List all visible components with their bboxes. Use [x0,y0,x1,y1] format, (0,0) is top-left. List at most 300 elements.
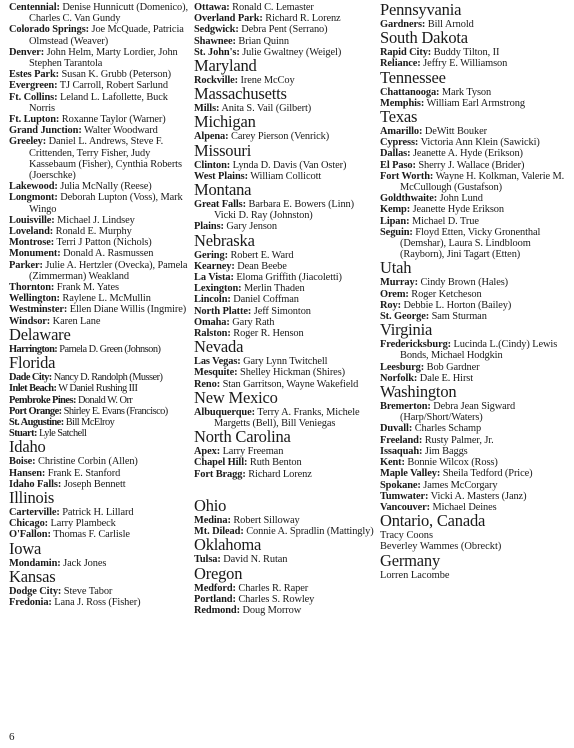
city-entry [9,2,189,24]
city-entry [194,317,376,328]
alumni-name: Tracy Coons [380,530,434,542]
city-name: Louisville: [9,214,55,226]
city-entry [9,192,189,214]
alumni-names: William Earl Armstrong [426,97,525,109]
alumni-names: Roger R. Henson [233,328,304,340]
alumni-names: Joe McQuade, Patricia Olmstead (Weaver) [29,24,184,47]
state-heading: Illinois [9,487,55,507]
city-entry [380,339,566,361]
city-name: Chattanooga: [380,86,440,98]
city-entry [194,594,376,605]
alumni-names: Susan K. Grubb (Peterson) [61,69,171,81]
state-heading: North Carolina [194,427,291,447]
city-name: Fredericksburg: [380,339,452,351]
city-name: Alpena: [194,131,229,143]
alumni-names: Roger Ketcheson [411,288,482,300]
city-name: Overland Park: [194,13,263,25]
city-entry [194,446,376,457]
state-section [194,480,376,537]
alumni-names: William Collicott [250,170,322,182]
state-heading: Germany [380,550,440,570]
city-name: Ottawa: [194,2,230,13]
city-name: Stuart: [9,428,37,440]
city-entry [194,261,376,272]
city-entry [380,193,566,204]
state-section [194,140,376,182]
city-name: Spokane: [380,479,421,491]
state-section [194,114,376,142]
city-name: Kent: [380,457,405,469]
state-heading: Nebraska [194,230,255,250]
alumni-names: Sam Sturman [431,311,487,323]
alumni-names: Vicki A. Masters (Janz) [430,490,527,502]
city-name: Tumwater: [380,490,429,502]
alumni-names: John Helm, Marty Lordier, John Stephen Tarantola [29,46,178,70]
city-entry [9,136,189,181]
alumni-names: Richard Lorenz [248,468,312,480]
alumni-names: Ruth Benton [249,457,302,469]
city-name: Rapid City: [380,47,432,59]
alumni-names: Frank M. Yates [56,282,119,294]
city-name: Chapel Hill: [194,457,248,469]
city-entry [380,491,566,502]
city-entry [9,518,189,529]
alumni-names: David N. Rutan [223,554,288,566]
city-entry [380,47,566,58]
city-name: Greeley: [9,136,47,148]
alumni-names: Debra Pent (Serrano) [241,24,328,36]
city-entry [194,13,376,24]
alumni-names: DeWitt Bouker [424,126,487,138]
alumni-names: Dean Beebe [237,260,287,272]
state-heading: Virginia [380,320,433,340]
city-entry [9,237,189,248]
alumni-names: Bill Arnold [427,19,474,30]
city-name: Reliance: [380,58,421,70]
column-1 [9,2,189,608]
state-section [380,67,566,109]
city-entry [380,300,566,311]
city-name: Great Falls: [194,199,246,211]
alumni-names: Sheila Tedford (Price) [442,468,533,480]
city-name: Orem: [380,288,409,300]
alumni-names: Jack Jones [63,557,107,569]
city-name: West Plains: [194,170,248,182]
city-name: Thornton: [9,282,55,294]
state-heading: Tennessee [380,67,446,87]
city-name: Dallas: [380,148,411,160]
city-entry [194,469,376,480]
city-entry [9,282,189,293]
city-name: Mt. Dilead: [194,526,244,538]
alumni-names: Ellen Diane Willis (Ingmire) [69,304,187,316]
city-name: Portland: [194,593,236,605]
state-section [194,387,376,430]
city-entry [194,24,376,35]
state-section [380,550,566,581]
alumni-names: Ronald E. Murphy [55,226,132,238]
state-heading: Missouri [194,140,252,160]
city-entry [380,87,566,98]
city-name: Gardners: [380,19,426,30]
state-section [194,537,376,565]
city-entry [9,92,189,114]
city-name: Rockville: [194,75,239,87]
city-name: Hansen: [9,467,46,479]
page-number: 6 [9,731,15,743]
state-section [9,355,189,439]
city-name: Maple Valley: [380,468,441,480]
city-name: North Platte: [194,305,252,317]
city-entry [9,456,189,467]
city-name: Dodge City: [9,585,62,597]
city-entry [9,181,189,192]
city-name: Albuquerque: [194,406,255,418]
city-entry [194,294,376,305]
city-name: Port Orange: [9,405,62,417]
alumni-names: Richard R. Lorenz [265,13,341,25]
state-heading: Texas [380,107,418,127]
state-section [380,2,566,30]
city-name: Gering: [194,249,228,261]
city-entry [194,160,376,171]
state-heading: New Mexico [194,387,278,407]
alumni-names: Stan Garritson, Wayne Wakefield [222,378,359,390]
alumni-names: Karen Lane [52,315,101,327]
city-entry [9,372,189,383]
state-heading: Utah [380,258,412,278]
city-name: Ft. Collins: [9,91,58,103]
city-name: Chicago: [9,518,49,530]
city-name: Goldthwaite: [380,193,438,205]
city-name: Fort Worth: [380,170,434,182]
state-heading: Oklahoma [194,535,262,555]
city-name: Idaho Falls: [9,478,62,490]
state-heading: Iowa [9,538,42,558]
alumni-names: Julie A. Hertzler (Ovecka), Pamela (Zimmerman) Weakland [29,259,188,282]
alumni-names: Lynda D. Davis (Van Oster) [232,159,347,171]
state-section [380,109,566,260]
state-section [380,322,566,384]
city-name: Apex: [194,446,221,458]
alumni-names: Rusty Palmer, Jr. [424,434,494,446]
alumni-names: Jeff Simonton [253,305,311,317]
alumni-names: Steve Tabor [63,585,113,597]
city-name: Windsor: [9,315,51,327]
city-entry [380,216,566,227]
city-name: Dade City: [9,372,52,384]
city-entry [9,215,189,226]
city-name: St. John's: [194,46,240,58]
alumni-names: Daniel L. Andrews, Steve F. Crittenden, Terry Fisher, Judy Kassebaum (Fisher), Cynthia Roberts (Joerschke) [29,136,182,182]
state-section [194,339,376,390]
city-name: Leesburg: [380,361,425,373]
alumni-names: Gary Jenson [226,221,277,233]
state-heading: Nevada [194,337,244,357]
city-name: Norfolk: [380,372,418,384]
city-entry [9,80,189,91]
city-entry [380,480,566,491]
state-section [380,30,566,69]
state-section [9,324,189,355]
alumni-names: Jeanette Hyde Erikson [412,204,504,216]
city-entry [194,356,376,367]
city-name: Plains: [194,221,224,233]
city-name: Monument: [9,248,61,260]
city-name: Cypress: [380,137,419,149]
city-entry [9,47,189,69]
city-entry [194,407,376,429]
alumni-names: Doug Morrow [242,604,302,616]
city-entry [194,199,376,221]
city-entry [380,137,566,148]
state-section [380,260,566,322]
alumni-names: Barbara E. Bowers (Linn) Vicki D. Ray (Johnston) [214,199,355,222]
alumni-names: Charles S. Rowley [238,593,315,605]
alumni-names: Nancy D. Randolph (Musser) [53,372,163,384]
city-name: Lipan: [380,215,410,227]
city-name: Fredonia: [9,596,52,608]
city-entry [380,446,566,457]
city-entry [380,160,566,171]
city-name: Mesquite: [194,367,238,379]
city-entry [380,423,566,434]
alumni-names: Robert Silloway [233,514,300,526]
alumni-names: Michael Deines [432,501,497,513]
state-section [9,439,189,490]
alumni-names: Jim Baggs [424,445,468,457]
alumni-names: Terry A. Franks, Michele Margetts (Bell), Bill Veniegas [214,406,360,430]
city-name: Omaha: [194,316,230,328]
alumni-names: Raylene L. McMullin [62,293,151,305]
state-section [194,2,376,58]
alumni-names: John Lund [439,193,483,205]
city-name: Longmont: [9,192,58,204]
alumni-names: Larry Plambeck [50,518,116,530]
city-entry [9,260,189,282]
alumni-names: Shirley E. Evans (Francisco) [63,405,168,417]
state-section [194,182,376,233]
alumni-names: Lucinda L.(Cindy) Lewis Bonds, Michael Hodgkin [400,339,558,362]
alumni-names: Pamela D. Green (Johnson) [59,343,161,355]
city-entry [9,293,189,304]
state-heading: Massachusetts [194,84,287,104]
alumni-names: Jeanette A. Hyde (Erikson) [412,148,523,160]
alumni-names: Debbie L. Horton (Bailey) [403,299,512,311]
city-entry [9,468,189,479]
alumni-names: Deborah Lupton (Voss), Mark Wingo [29,192,183,215]
city-entry [9,395,189,406]
city-name: Ft. Lupton: [9,114,60,126]
city-name: Lexington: [194,283,242,295]
city-entry [9,125,189,136]
city-entry [194,583,376,594]
city-entry [9,586,189,597]
alumni-names: Irene McCoy [240,75,295,87]
city-name: Murray: [380,277,418,289]
alumni-names: Michael D. True [411,215,479,227]
city-name: Fort Bragg: [194,468,246,480]
city-name: Freeland: [380,434,423,446]
city-entry [380,362,566,373]
alumni-names: Dale E. Hirst [419,372,474,384]
city-name: Montrose: [9,237,55,249]
city-entry [194,2,376,13]
city-entry [380,126,566,137]
city-name: Memphis: [380,97,425,109]
city-entry [194,605,376,616]
city-entry [9,383,189,394]
city-name: Lakewood: [9,181,58,193]
alumni-names: Shelley Hickman (Shires) [240,367,345,379]
alumni-names: Debra Jean Sigward (Harp/Short/Waters) [400,401,516,424]
alumni-names: Carey Pierson (Venrick) [231,131,330,143]
city-entry [194,36,376,47]
city-name: Kemp: [380,204,411,216]
state-heading: Pennsyvania [380,0,462,19]
state-section [194,230,376,340]
city-entry [194,283,376,294]
state-heading: Kansas [9,566,56,586]
state-section [380,513,566,552]
state-section [9,2,189,327]
city-name: Las Vegas: [194,356,241,368]
city-name: Carterville: [9,506,60,518]
state-heading: Ohio [194,495,227,515]
city-entry [380,227,566,261]
city-entry [194,367,376,378]
city-entry [9,304,189,315]
alumni-names: Cindy Brown (Hales) [420,277,509,289]
city-name: El Paso: [380,159,416,171]
alumni-names: Daniel Coffman [233,294,299,306]
alumni-names: Frank E. Stanford [47,467,121,479]
city-name: Estes Park: [9,69,59,81]
state-section [9,487,189,541]
alumni-names: Denise Hunnicutt (Domenico), Charles C. Van Gundy [29,2,188,25]
state-heading: South Dakota [380,28,468,48]
state-heading: Ontario, Canada [380,511,486,531]
alumni-name: Beverley Wammes (Obreckt) [380,541,502,553]
city-name: Duvall: [380,423,413,435]
alumni-names: Donald A. Rasmussen [63,248,154,260]
alumni-names: Robert E. Ward [230,249,294,261]
city-name: Pembroke Pines: [9,394,76,406]
city-name: Loveland: [9,226,54,238]
city-entry [380,204,566,215]
city-name: Centennial: [9,2,60,13]
city-entry [380,457,566,468]
city-entry [380,171,566,193]
city-name: O'Fallon: [9,529,51,541]
alumni-names: Gary Lynn Twitchell [243,356,328,368]
alumni-names: W Daniel Rushing III [58,383,138,395]
alumni-names: Mark Tyson [441,86,492,98]
city-entry [194,272,376,283]
column-2 [194,2,376,616]
alumni-names: Julia McNally (Reese) [60,181,152,193]
city-entry [380,289,566,300]
alumni-names: Merlin Thaden [244,283,305,295]
city-name: Evergreen: [9,80,58,92]
alumni-names: Joseph Bennett [63,478,126,490]
alumni-names: Ronald C. Lemaster [232,2,314,13]
alumni-names: TJ Carroll, Robert Sarlund [59,80,168,92]
city-name: Roy: [380,299,401,311]
alumni-names: Jeffry E. Williamson [423,58,508,70]
state-section [194,58,376,86]
city-entry [194,250,376,261]
city-entry [380,148,566,159]
city-name: Mills: [194,103,220,115]
city-name: Westminster: [9,304,68,316]
city-name: Vancouver: [380,501,430,513]
city-entry [194,457,376,468]
city-entry [9,226,189,237]
city-name: Tulsa: [194,554,221,566]
city-name: Issaquah: [380,445,423,457]
alumni-names: Eloma Griffith (Jiacoletti) [236,272,342,284]
state-section [380,384,566,513]
alumni-names: Sherry J. Wallace (Brider) [418,159,525,171]
alumni-name: Lorren Lacombe [380,569,450,581]
alumni-names: Bill McElroy [65,416,115,428]
city-entry [380,401,566,423]
state-heading: Washington [380,382,457,402]
alumni-names: Brian Quinn [238,35,289,47]
city-name: Medina: [194,514,231,526]
city-name: La Vista: [194,272,234,284]
city-entry [9,417,189,428]
city-name: Clinton: [194,159,231,171]
state-heading: Idaho [9,437,46,457]
city-entry [380,277,566,288]
alumni-names: Buddy Tilton, II [433,47,500,59]
city-name: Colorado Springs: [9,24,89,36]
city-name: Wellington: [9,293,60,305]
alumni-names: Charles R. Raper [238,582,309,594]
alumni-names: Walter Woodward [84,125,158,137]
alumni-names: Wayne H. Kolkman, Valerie M. McCullough (Gustafson) [400,170,565,194]
city-name: Amarillo: [380,126,423,138]
alumni-names: Donald W. Orr [77,394,133,406]
alumni-names: Patrick H. Lillard [62,506,134,518]
city-name: Seguin: [380,226,413,238]
city-name: St. Augustine: [9,416,64,428]
city-name: Harrington: [9,343,58,355]
alumni-names: James McCorgary [423,479,498,491]
alumni-names: Bob Gardner [426,361,480,373]
alumni-names: Terri J Patton (Nichols) [56,237,152,249]
city-name: Reno: [194,378,221,390]
state-section [9,538,189,569]
city-entry [380,468,566,479]
state-heading: Oregon [194,563,243,583]
alumni-names: Lyle Satchell [38,428,87,440]
alumni-names: Floyd Etten, Vicky Gronenthal (Demshar), Laura S. Lindbloom (Rayborn), Jini Tagart (Etten) [400,226,541,261]
city-name: Medford: [194,582,236,594]
alumni-names: Victoria Ann Klein (Sawicki) [420,137,540,149]
city-entry [9,69,189,80]
city-name: St. George: [380,311,430,323]
state-heading: Montana [194,180,252,200]
city-name: Sedgwick: [194,24,239,36]
city-name: Denver: [9,46,45,58]
city-name: Ralston: [194,328,231,340]
alumni-names: Bonnie Wilcox (Ross) [407,457,498,469]
city-entry [9,597,189,608]
city-entry [194,306,376,317]
